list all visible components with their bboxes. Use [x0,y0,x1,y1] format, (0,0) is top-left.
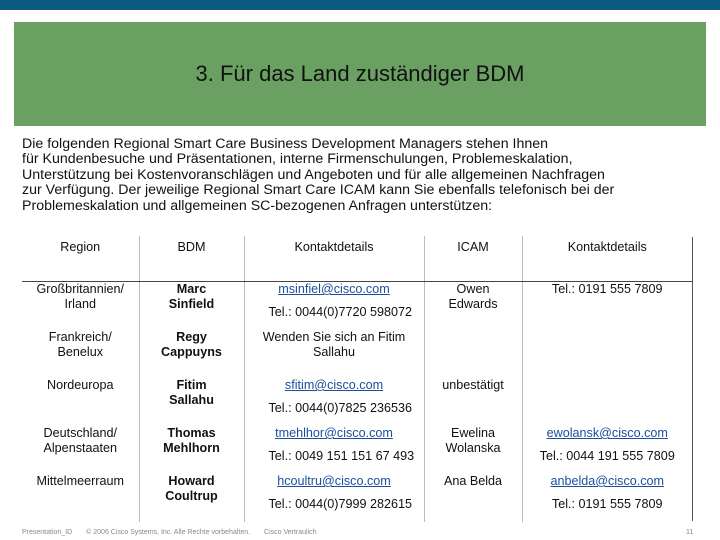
bdm-line: Regy [176,330,207,344]
icam-line: Wolanska [445,441,501,455]
icam-email-link[interactable]: anbelda@cisco.com [550,474,665,488]
bdm-line: Fitim [176,378,207,392]
bdm-line: Thomas [167,426,216,440]
bdm-contact-cell [244,474,424,522]
bdm-note-line: Wenden Sie sich an Fitim [262,330,406,344]
bdm-cell [139,330,244,378]
region-cell [22,330,139,378]
intro-paragraph [22,137,712,214]
header-icam-contact: Kontaktdetails [522,236,692,282]
table-row [22,330,692,378]
bdm-email-link[interactable]: hcoultru@cisco.com [277,474,391,488]
region-cell [22,282,139,331]
header-bdm: BDM [139,236,244,282]
contact-table [22,236,692,522]
footer-copyright: © 2006 Cisco Systems, Inc. Alle Rechte vorbehalten. [86,529,251,536]
bdm-line: Mehlhorn [163,441,220,455]
table-row [22,282,692,331]
page-title: 3. Für das Land zuständiger BDM [195,61,525,86]
icam-contact-cell [522,282,692,331]
bdm-phone: Tel.: 0044(0)7825 236536 [268,401,413,415]
intro-line: Problemeskalation und allgemeinen SC-bezogenen Anfragen unterstützen: [22,197,493,214]
footer-classification: Cisco Vertraulich [264,529,317,536]
bdm-email-link[interactable]: sfitim@cisco.com [284,378,384,392]
icam-cell [424,282,522,331]
bdm-cell [139,474,244,522]
icam-email-link[interactable]: ewolansk@cisco.com [546,426,668,440]
title-banner [14,22,706,126]
icam-cell [424,378,522,426]
region-cell [22,474,139,522]
bdm-line: Howard [168,474,215,488]
table-row [22,474,692,522]
icam-cell [424,426,522,474]
region-line: Irland [64,297,96,311]
intro-line: zur Verfügung. Der jeweilige Regional Smart Care ICAM kann Sie ebenfalls telefonisch bei der [22,182,615,199]
region-line: Großbritannien/ [36,282,124,296]
table-row [22,426,692,474]
bdm-phone: Tel.: 0044(0)7720 598072 [268,305,413,319]
region-line: Benelux [57,345,103,359]
bdm-email-link[interactable]: msinfiel@cisco.com [278,282,390,296]
bdm-note-line: Sallahu [312,345,355,359]
intro-line: für Kundenbesuche und Präsentationen, interne Firmenschulungen, Problemeskalation, [22,151,573,168]
bdm-email-link[interactable]: tmehlhor@cisco.com [275,426,393,440]
icam-contact-cell [522,378,692,426]
bdm-phone: Tel.: 0049 151 151 67 493 [268,449,415,463]
intro-line: Die folgenden Regional Smart Care Business Development Managers stehen Ihnen [22,136,549,152]
icam-line: unbestätigt [442,378,504,392]
region-line: Frankreich/ [48,330,112,344]
intro-line: Unterstützung bei Kostenvoranschlägen und Angeboten und für alle allgemeinen Nachfragen [22,166,605,183]
bdm-line: Sinfield [168,297,215,311]
icam-line: Ana Belda [443,474,503,488]
bdm-cell [139,378,244,426]
icam-phone: Tel.: 0191 555 7809 [551,497,663,511]
region-cell [22,426,139,474]
bdm-contact-cell [244,426,424,474]
region-line: Mittelmeerraum [36,474,124,488]
region-line: Deutschland/ [43,426,117,440]
icam-line: Owen [456,282,490,296]
table-row [22,378,692,426]
table-header-row [22,236,692,282]
icam-phone: Tel.: 0044 191 555 7809 [539,449,675,463]
region-cell [22,378,139,426]
bdm-line: Cappuyns [161,345,222,359]
icam-phone: Tel.: 0191 555 7809 [551,282,663,296]
bdm-line: Marc [176,282,207,296]
icam-cell [424,474,522,522]
icam-line: Edwards [448,297,498,311]
bdm-line: Sallahu [169,393,214,407]
header-region: Region [22,236,139,282]
bdm-line: Coultrup [165,489,218,503]
bdm-contact-cell [244,282,424,331]
page-number: 11 [686,529,694,536]
bdm-cell [139,282,244,331]
footer [22,529,329,536]
bdm-contact-cell [244,378,424,426]
bdm-phone: Tel.: 0044(0)7999 282615 [268,497,413,511]
icam-cell [424,330,522,378]
header-icam: ICAM [424,236,522,282]
header-bdm-contact: Kontaktdetails [244,236,424,282]
icam-contact-cell [522,474,692,522]
bdm-cell [139,426,244,474]
region-line: Alpenstaaten [43,441,118,455]
icam-line: Ewelina [450,426,496,440]
footer-presentation-id: Presentation_ID [22,529,73,536]
icam-contact-cell [522,426,692,474]
table-right-border [692,237,693,521]
bdm-contact-cell [244,330,424,378]
region-line: Nordeuropa [46,378,114,392]
top-bar [0,0,720,10]
icam-contact-cell [522,330,692,378]
